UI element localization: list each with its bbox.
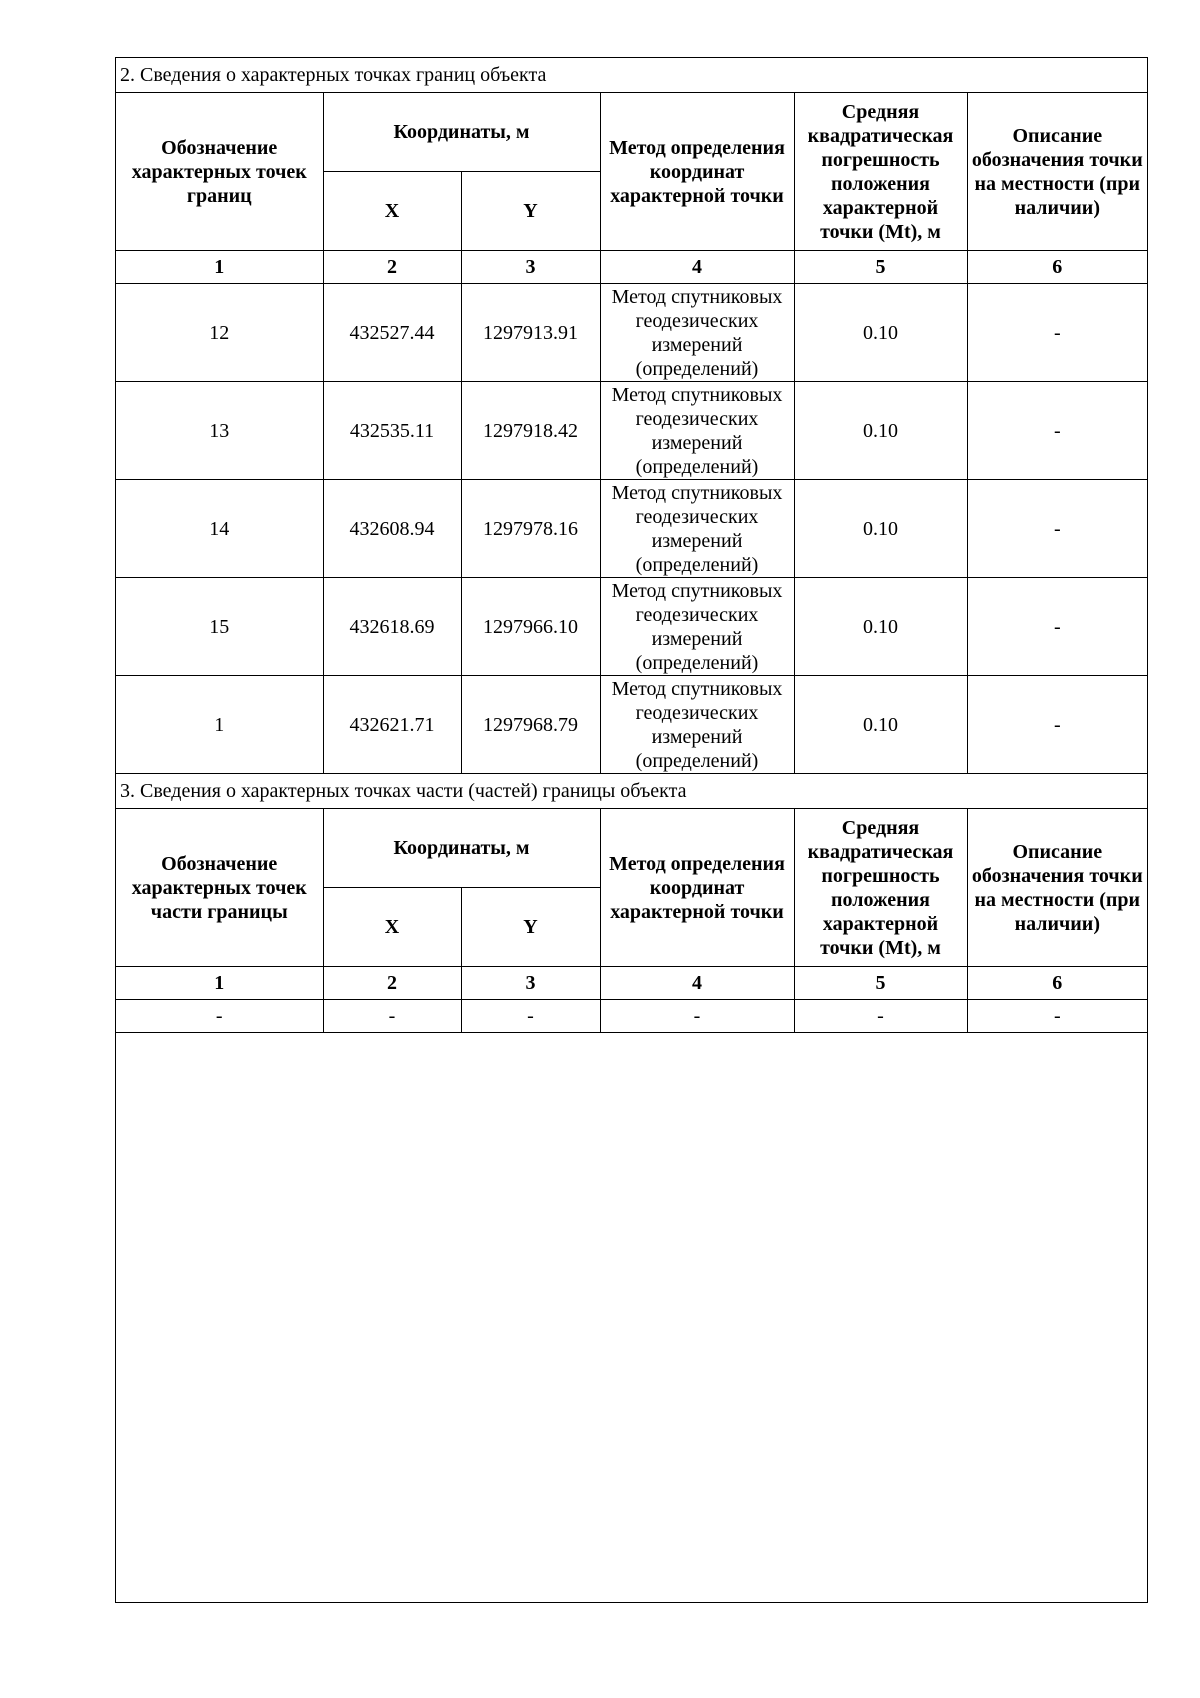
header-description: Описание обозначения точки на местности (при наличии)	[967, 93, 1147, 251]
cell-x: 432535.11	[323, 382, 461, 480]
cell-error: 0.10	[794, 578, 967, 676]
cell-method: Метод спутниковых геодезических измерений (определений)	[600, 284, 794, 382]
cell-error: 0.10	[794, 382, 967, 480]
cell-point: -	[116, 1000, 323, 1033]
header-coordinates: Координаты, м	[323, 809, 600, 888]
cell-method: Метод спутниковых геодезических измерений (определений)	[600, 676, 794, 774]
cell-point: 15	[116, 578, 323, 676]
cell-error: 0.10	[794, 676, 967, 774]
column-number: 2	[323, 967, 461, 1000]
column-number: 4	[600, 967, 794, 1000]
column-number: 2	[323, 251, 461, 284]
cell-x: 432527.44	[323, 284, 461, 382]
cell-method: -	[600, 1000, 794, 1033]
column-number: 4	[600, 251, 794, 284]
column-numbers-row	[116, 967, 1147, 1000]
points-table-section-2	[116, 58, 1147, 1033]
header-y: Y	[461, 172, 600, 251]
cell-error: 0.10	[794, 480, 967, 578]
table-row	[116, 480, 1147, 578]
column-number: 6	[967, 251, 1147, 284]
column-number: 6	[967, 967, 1147, 1000]
cell-description: -	[967, 480, 1147, 578]
cell-point: 14	[116, 480, 323, 578]
cell-description: -	[967, 676, 1147, 774]
column-number: 3	[461, 251, 600, 284]
cell-point: 1	[116, 676, 323, 774]
cell-x: 432618.69	[323, 578, 461, 676]
column-number: 1	[116, 967, 323, 1000]
header-method: Метод определения координат характерной точки	[600, 93, 794, 251]
header-designation: Обозначение характерных точек границ	[116, 93, 323, 251]
cell-x: 432621.71	[323, 676, 461, 774]
header-designation: Обозначение характерных точек части границы	[116, 809, 323, 967]
cell-method: Метод спутниковых геодезических измерений (определений)	[600, 382, 794, 480]
column-number: 5	[794, 251, 967, 284]
table-row	[116, 382, 1147, 480]
header-y: Y	[461, 888, 600, 967]
header-description: Описание обозначения точки на местности (при наличии)	[967, 809, 1147, 967]
cell-point: 13	[116, 382, 323, 480]
header-x: X	[323, 172, 461, 251]
table-row	[116, 578, 1147, 676]
table-row	[116, 284, 1147, 382]
column-number: 1	[116, 251, 323, 284]
header-method: Метод определения координат характерной точки	[600, 809, 794, 967]
cell-y: 1297966.10	[461, 578, 600, 676]
cell-description: -	[967, 578, 1147, 676]
column-numbers-row	[116, 251, 1147, 284]
section-3-title: 3. Сведения о характерных точках части (частей) границы объекта	[116, 774, 1147, 809]
column-number: 5	[794, 967, 967, 1000]
cell-y: 1297968.79	[461, 676, 600, 774]
header-x: X	[323, 888, 461, 967]
cell-x: -	[323, 1000, 461, 1033]
cell-y: 1297978.16	[461, 480, 600, 578]
table-row	[116, 1000, 1147, 1033]
table-row	[116, 676, 1147, 774]
section-2-title: 2. Сведения о характерных точках границ объекта	[116, 58, 1147, 93]
cell-description: -	[967, 1000, 1147, 1033]
cell-x: 432608.94	[323, 480, 461, 578]
header-coordinates: Координаты, м	[323, 93, 600, 172]
cell-y: 1297913.91	[461, 284, 600, 382]
cell-error: -	[794, 1000, 967, 1033]
cell-point: 12	[116, 284, 323, 382]
cell-y: -	[461, 1000, 600, 1033]
column-number: 3	[461, 967, 600, 1000]
cell-method: Метод спутниковых геодезических измерений (определений)	[600, 578, 794, 676]
cell-method: Метод спутниковых геодезических измерений (определений)	[600, 480, 794, 578]
cell-error: 0.10	[794, 284, 967, 382]
cell-description: -	[967, 284, 1147, 382]
document-frame	[115, 57, 1148, 1603]
cell-y: 1297918.42	[461, 382, 600, 480]
header-error: Средняя квадратическая погрешность положения характерной точки (Mt), м	[794, 93, 967, 251]
header-error: Средняя квадратическая погрешность положения характерной точки (Mt), м	[794, 809, 967, 967]
cell-description: -	[967, 382, 1147, 480]
